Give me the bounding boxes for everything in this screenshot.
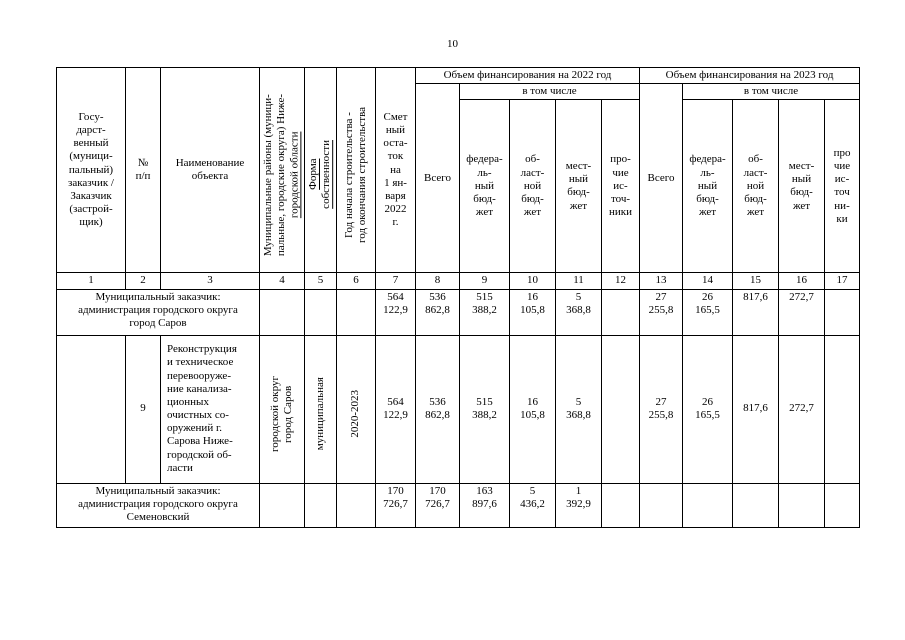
- federal-2022-cell: 163 897,6: [460, 483, 510, 527]
- regional-2023-cell: [733, 483, 779, 527]
- table-row: [57, 335, 860, 483]
- other-2022-cell: [602, 335, 640, 483]
- regional-2022-cell: 16 105,8: [510, 289, 556, 335]
- other-2023-cell: [825, 483, 860, 527]
- federal-2023-cell: [683, 483, 733, 527]
- column-number: 16: [779, 273, 825, 289]
- header-local-2023: мест- ный бюд- жет: [779, 100, 825, 273]
- object-number: 9: [126, 335, 161, 483]
- customer-label: Муниципальный заказчик: администрация городского округа Семеновский: [57, 483, 260, 527]
- regional-2022-cell: 5 436,2: [510, 483, 556, 527]
- customer-label: Муниципальный заказчик: администрация городского округа город Саров: [57, 289, 260, 335]
- column-numbers-row: [57, 273, 860, 289]
- federal-2023-cell: 26 165,5: [683, 289, 733, 335]
- other-2022-cell: [602, 483, 640, 527]
- header-estimate: Смет ный оста- ток на 1 ян- варя 2022 г.: [376, 68, 416, 273]
- local-2023-cell: 272,7: [779, 289, 825, 335]
- total-2022-cell: 536 862,8: [416, 289, 460, 335]
- column-number: 6: [337, 273, 376, 289]
- header-municipality: [260, 68, 305, 273]
- total-2023-cell: 27 255,8: [640, 289, 683, 335]
- column-number: 17: [825, 273, 860, 289]
- header-object-name: Наименование объекта: [161, 68, 260, 273]
- empty-cell: [260, 483, 305, 527]
- header-customer: Госу- дарст- венный (муници- пальный) заказчик / Заказчик (застрой- щик): [57, 68, 126, 273]
- empty-cell: [337, 289, 376, 335]
- header-total-2023: Всего: [640, 84, 683, 273]
- header-ownership-text: Форма собственности: [307, 140, 333, 210]
- header-ownership: [305, 68, 337, 273]
- column-number: 14: [683, 273, 733, 289]
- local-2023-cell: [779, 483, 825, 527]
- empty-cell: [305, 483, 337, 527]
- header-regional-2023: об- ласт- ной бюд- жет: [733, 100, 779, 273]
- page-number: 10: [447, 38, 458, 50]
- header-other-2022: про- чие ис- точ- ники: [602, 100, 640, 273]
- header-number: № п/п: [126, 68, 161, 273]
- empty-cell: [57, 335, 126, 483]
- header-federal-2023: федера- ль- ный бюд- жет: [683, 100, 733, 273]
- column-number: 10: [510, 273, 556, 289]
- column-number: 12: [602, 273, 640, 289]
- total-2023-cell: [640, 483, 683, 527]
- table-row: [57, 483, 860, 527]
- header-municipality-region: городской области: [288, 131, 301, 218]
- column-number: 9: [460, 273, 510, 289]
- local-2022-cell: 1 392,9: [556, 483, 602, 527]
- local-2022-cell: 5 368,8: [556, 289, 602, 335]
- estimate-cell: 564 122,9: [376, 335, 416, 483]
- empty-cell: [305, 289, 337, 335]
- object-municipality: [260, 335, 305, 483]
- header-years-text: Год начала строительства - год окончания строительства: [342, 106, 368, 243]
- column-number: 2: [126, 273, 161, 289]
- column-number: 15: [733, 273, 779, 289]
- header-local-2022: мест- ный бюд- жет: [556, 100, 602, 273]
- local-2022-cell: 5 368,8: [556, 335, 602, 483]
- column-number: 1: [57, 273, 126, 289]
- header-total-2022: Всего: [416, 84, 460, 273]
- column-number: 3: [161, 273, 260, 289]
- column-number: 13: [640, 273, 683, 289]
- regional-2023-cell: 817,6: [733, 335, 779, 483]
- empty-cell: [260, 289, 305, 335]
- header-years: [337, 68, 376, 273]
- federal-2022-cell: 515 388,2: [460, 289, 510, 335]
- regional-2023-cell: 817,6: [733, 289, 779, 335]
- table-row: [57, 289, 860, 335]
- estimate-cell: 170 726,7: [376, 483, 416, 527]
- object-name: Реконструкция и техническое перевооруже- ние канализа- ционных очистных со- оружений г. Сарова Ниже- городской об- ласти: [161, 335, 260, 483]
- regional-2022-cell: 16 105,8: [510, 335, 556, 483]
- header-fin-2023: Объем финансирования на 2023 год: [640, 68, 860, 84]
- object-ownership: [305, 335, 337, 483]
- object-years-text: 2020-2023: [349, 389, 362, 438]
- total-2023-cell: 27 255,8: [640, 335, 683, 483]
- header-including-2023: в том числе: [683, 84, 860, 100]
- other-2022-cell: [602, 289, 640, 335]
- column-number: 8: [416, 273, 460, 289]
- header-regional-2022: об- ласт- ной бюд- жет: [510, 100, 556, 273]
- column-number: 5: [305, 273, 337, 289]
- estimate-cell: 564 122,9: [376, 289, 416, 335]
- federal-2023-cell: 26 165,5: [683, 335, 733, 483]
- column-number: 4: [260, 273, 305, 289]
- header-other-2023: про чие ис- точ ни- ки: [825, 100, 860, 273]
- local-2023-cell: 272,7: [779, 335, 825, 483]
- total-2022-cell: 170 726,7: [416, 483, 460, 527]
- object-municipality-text: городской округ город Саров: [268, 375, 294, 452]
- other-2023-cell: [825, 335, 860, 483]
- object-years: [337, 335, 376, 483]
- header-including-2022: в том числе: [460, 84, 640, 100]
- column-number: 11: [556, 273, 602, 289]
- object-ownership-text: муниципальная: [313, 376, 326, 451]
- other-2023-cell: [825, 289, 860, 335]
- column-number: 7: [376, 273, 416, 289]
- federal-2022-cell: 515 388,2: [460, 335, 510, 483]
- total-2022-cell: 536 862,8: [416, 335, 460, 483]
- header-municipality-text: Муниципальные районы (муници- пальные, городские округа) Ниже-: [262, 93, 288, 256]
- header-federal-2022: федера- ль- ный бюд- жет: [460, 100, 510, 273]
- header-fin-2022: Объем финансирования на 2022 год: [416, 68, 640, 84]
- empty-cell: [337, 483, 376, 527]
- financing-table: [56, 67, 860, 528]
